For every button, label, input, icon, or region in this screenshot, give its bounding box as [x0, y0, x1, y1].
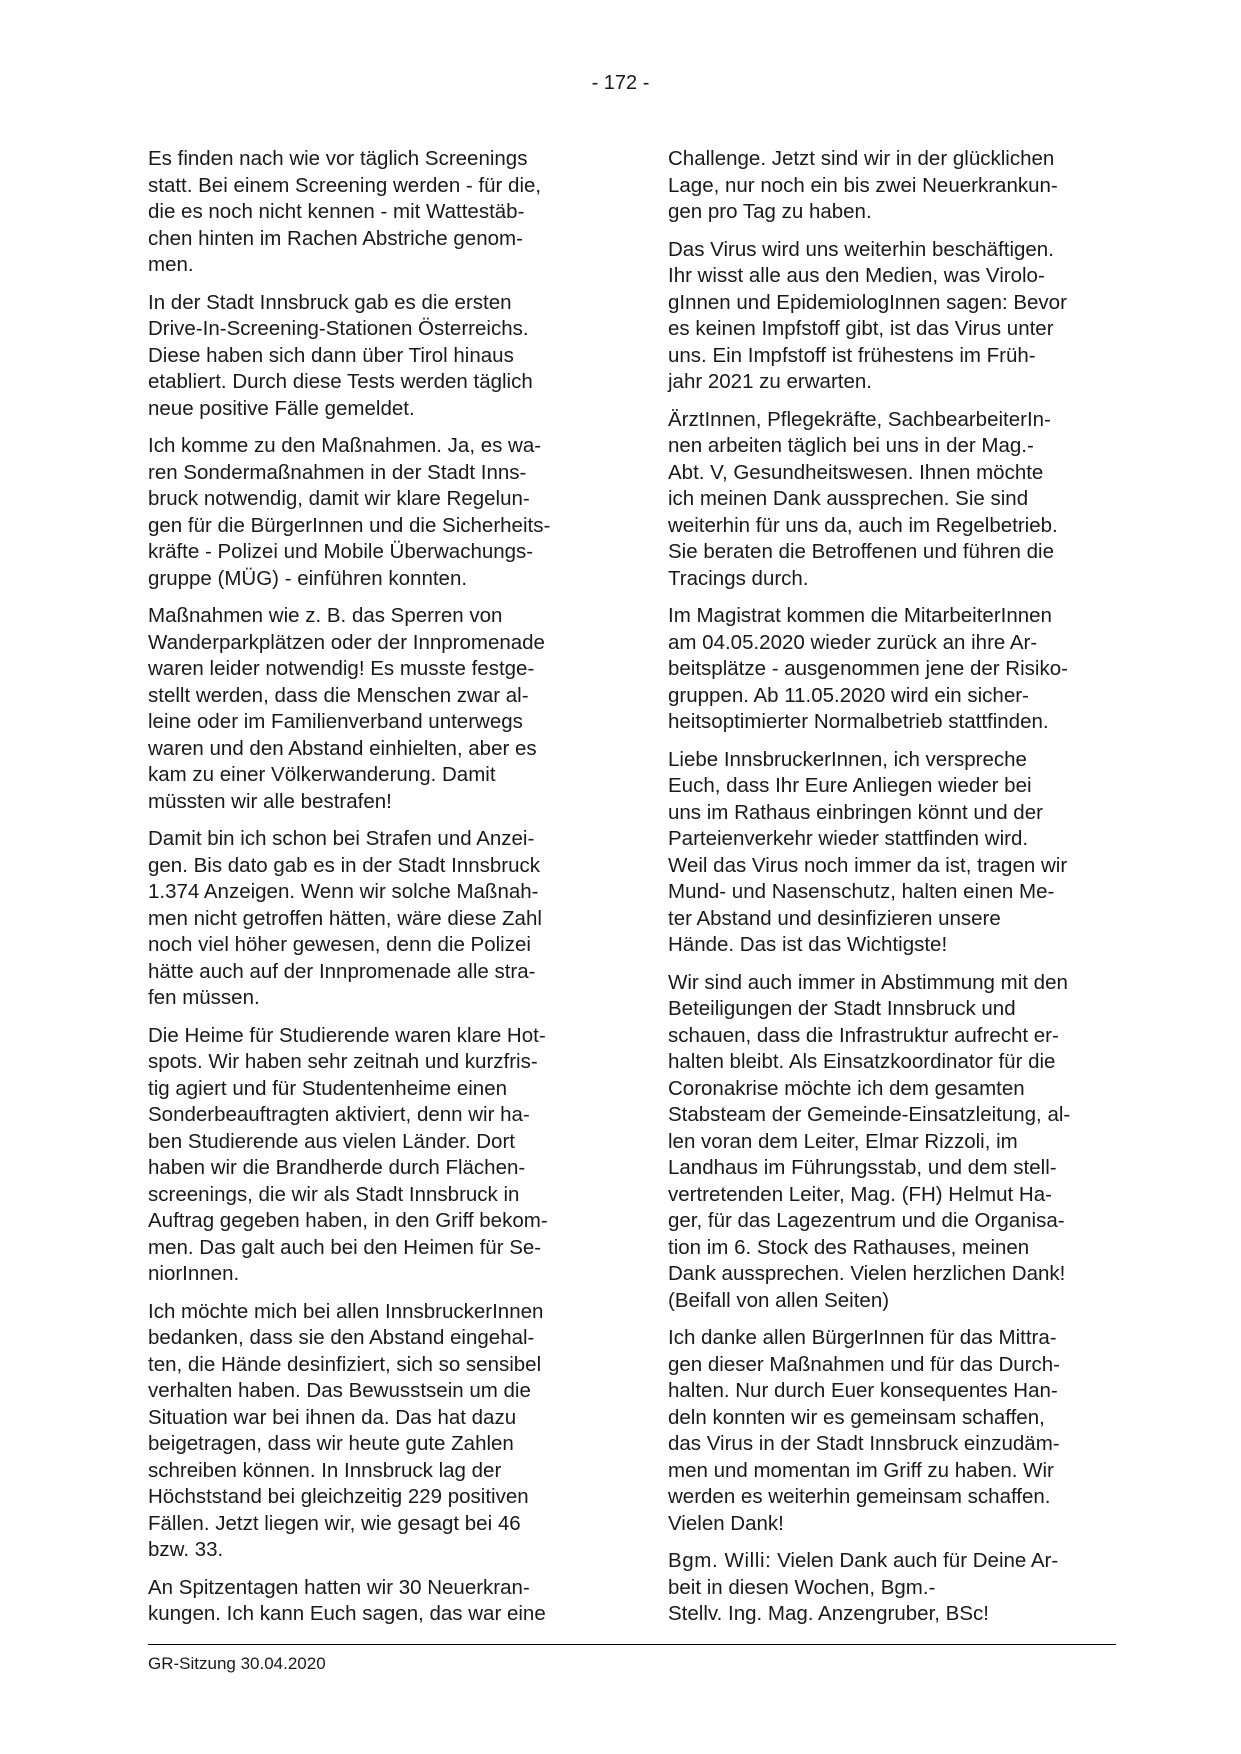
speaker-name: Bgm. Willi: — [668, 1549, 772, 1572]
right-column — [668, 146, 1113, 1639]
footer-session-date: GR-Sitzung 30.04.2020 — [148, 1654, 326, 1673]
page-number: - 172 - — [591, 72, 650, 94]
paragraph: Es finden nach wie vor täglich Screenings statt. Bei einem Screening werden - für die, die es noch nicht kennen - mit Wattestäb- chen hinten im Rachen Abstriche genom- men. — [148, 147, 542, 276]
paragraph: In der Stadt Innsbruck gab es die ersten Drive-In-Screening-Stationen Österreichs. Diese haben sich dann über Tirol hinaus etabliert. Durch diese Tests werden täglich neue positive Fälle gemeldet. — [148, 290, 533, 420]
paragraph: Die Heime für Studierende waren klare Hot- spots. Wir haben sehr zeitnah und kurzfris- tig agiert und für Studentenheime einen Sonderbeauftragten aktiviert, denn wir ha- ben Studierende aus vielen Länder. Dort haben wir die Brandherde durch Flächen- screenings, die wir als Stadt Innsbruck in Auftrag gegeben haben, in den Griff bekom- men. Das galt auch bei den Heimen für Se- niorInnen. — [148, 1023, 548, 1285]
paragraph: Wir sind auch immer in Abstimmung mit den Beteiligungen der Stadt Innsbruck und schauen, dass die Infrastruktur aufrecht er- halten bleibt. Als Einsatzkoordinator für die Coronakrise möchte ich dem gesamten Stabsteam der Gemeinde-Einsatzleitung, al- len voran dem Leiter, Elmar Rizzoli, im Landhaus im Führungsstab, und dem stell- vertretenden Leiter, Mag. (FH) Helmut Ha- ger, für das Lagezentrum und die Organisa- tion im 6. Stock des Rathauses, meinen Dank aussprechen. Vielen herzlichen Dank! (Beifall von allen Seiten) — [668, 970, 1071, 1312]
closing-paragraph — [668, 1548, 1113, 1628]
paragraph: ÄrztInnen, Pflegekräfte, SachbearbeiterIn- nen arbeiten täglich bei uns in der Mag.- Abt. V, Gesundheitswesen. Ihnen möchte ich meinen Dank aussprechen. Sie sind weiterhin für uns da, auch im Regelbetrieb. Sie beraten die Betroffenen und führen die Tracings durch. — [668, 407, 1058, 590]
footer-rule — [148, 1644, 1116, 1645]
paragraph: Ich möchte mich bei allen InnsbruckerInnen bedanken, dass sie den Abstand eingehal- ten, die Hände desinfiziert, sich so sensibel verhalten haben. Das Bewusstsein um die Situation war bei ihnen da. Das hat dazu beigetragen, dass wir heute gute Zahlen schreiben können. In Innsbruck lag der Höchststand bei gleichzeitig 229 positiven Fällen. Jetzt liegen wir, wie gesagt bei 46 bzw. 33. — [148, 1299, 544, 1561]
paragraph: Damit bin ich schon bei Strafen und Anzei- gen. Bis dato gab es in der Stadt Innsbruck 1.374 Anzeigen. Wenn wir solche Maßnah- men nicht getroffen hätten, wäre diese Zahl noch viel höher gewesen, denn die Polizei hätte auch auf der Innpromenade alle stra- fen müssen. — [148, 827, 542, 1009]
paragraph: Das Virus wird uns weiterhin beschäftigen. Ihr wisst alle aus den Medien, was Virolo- gInnen und EpidemiologInnen sagen: Bevor es keinen Impfstoff gibt, ist das Virus unter uns. Ein Impfstoff ist frühestens im Früh- jahr 2021 zu erwarten. — [668, 237, 1067, 393]
left-column — [148, 146, 593, 1639]
paragraph: Maßnahmen wie z. B. das Sperren von Wanderparkplätzen oder der Innpromenade waren leider notwendig! Es musste festge- stellt werden, dass die Menschen zwar al- leine oder im Familienverband unterwegs waren und den Abstand einhielten, aber es kam zu einer Völkerwanderung. Damit müssten wir alle bestrafen! — [148, 604, 545, 813]
paragraph: An Spitzentagen hatten wir 30 Neuerkran- kungen. Ich kann Euch sagen, das war eine — [148, 1575, 546, 1625]
paragraph: Im Magistrat kommen die MitarbeiterInnen am 04.05.2020 wieder zurück an ihre Ar- beitsplätze - ausgenommen jene der Risiko- gruppen. Ab 11.05.2020 wird ein sicher- heitsoptimierter Normalbetrieb stattfinden. — [668, 604, 1068, 733]
paragraph: Ich komme zu den Maßnahmen. Ja, es wa- ren Sondermaßnahmen in der Stadt Inns- bruck notwendig, damit wir klare Regelun- gen für die BürgerInnen und die Sicherheits- kräfte - Polizei und Mobile Überwachungs- gruppe (MÜG) - einführen konnten. — [148, 434, 551, 590]
paragraph: Challenge. Jetzt sind wir in der glücklichen Lage, nur noch ein bis zwei Neuerkrankun- gen pro Tag zu haben. — [668, 147, 1058, 223]
closing-text: Vielen Dank auch für Deine Ar- beit in diesen Wochen, Bgm.- Stellv. Ing. Mag. Anzengruber, BSc! — [668, 1549, 1059, 1625]
paragraph: Ich danke allen BürgerInnen für das Mittra- gen dieser Maßnahmen und für das Durch- halten. Nur durch Euer konsequentes Han- deln konnten wir es gemeinsam schaffen, das Virus in der Stadt Innsbruck einzudäm- men und momentan im Griff zu haben. Wir werden es weiterhin gemeinsam schaffen. Vielen Dank! — [668, 1326, 1060, 1535]
paragraph: Liebe InnsbruckerInnen, ich verspreche Euch, dass Ihr Eure Anliegen wieder bei uns im Rathaus einbringen könnt und der Parteienverkehr wieder stattfinden wird. Weil das Virus noch immer da ist, tragen wir Mund- und Nasenschutz, halten einen Me- ter Abstand und desinfizieren unsere Hände. Das ist das Wichtigste! — [668, 747, 1068, 956]
